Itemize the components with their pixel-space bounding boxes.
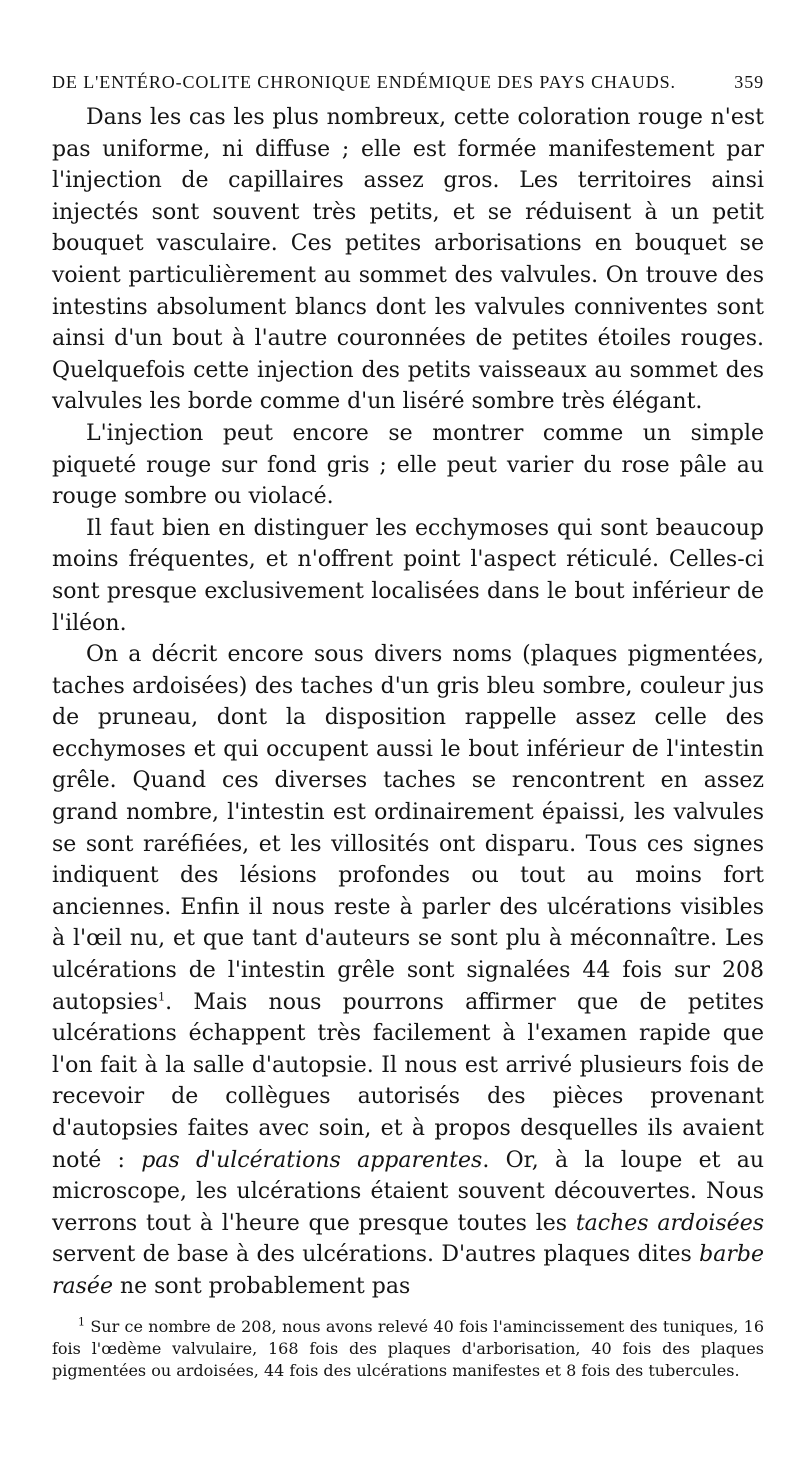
page-number: 359 (734, 72, 764, 92)
body-text (52, 102, 764, 1303)
paragraph-4-text-c: . Or, à la loupe et au microscope, les ulcérations étaient souvent découvertes. Nous verrons tout à l'heure que presque toutes les (52, 1147, 764, 1236)
paragraph-4-text-b: . Mais nous pourrons affirmer que de petites ulcérations échappent très facilement à l'examen rapide que l'on fait à la salle d'autopsie. Il nous est arrivé plusieurs fois de recevoir de collègues autorisés des pièces provenant d'autopsies faites avec soin, et à propos desquelles ils avaient noté : (52, 989, 764, 1173)
footnote-paragraph (52, 1316, 764, 1382)
footnote-mark: 1 (78, 1315, 85, 1329)
running-title: DE L'ENTÉRO-COLITE CHRONIQUE ENDÉMIQUE DES PAYS CHAUDS. (52, 72, 676, 92)
paragraph-1: Dans les cas les plus nombreux, cette coloration rouge n'est pas uniforme, ni diffuse ; elle est formée manifestement par l'injection de capillaires assez gros. Les territoires ainsi injectés sont souvent très petits, et se réduisent à un petit bouquet vasculaire. Ces petites arborisations en bouquet se voient particulièrement au sommet des valvules. On trouve des intestins absolument blancs dont les valvules conniventes sont ainsi d'un bout à l'autre couronnées de petites étoiles rouges. Quelquefois cette injection des petits vaisseaux au sommet des valvules les borde comme d'un liséré sombre très élégant. (52, 105, 764, 415)
footnote-reference: 1 (158, 990, 166, 1004)
paragraph-4 (52, 639, 764, 1302)
running-header (52, 70, 764, 94)
paragraph-2: L'injection peut encore se montrer comme un simple piqueté rouge sur fond gris ; elle peut varier du rose pâle au rouge sombre ou violacé. (52, 420, 764, 510)
paragraph-3: Il faut bien en distinguer les ecchymoses qui sont beaucoup moins fréquentes, et n'offrent point l'aspect réticulé. Celles-ci sont presque exclusivement localisées dans le bout inférieur de l'iléon. (52, 515, 764, 636)
page (52, 70, 764, 1303)
italic-phrase-taches-ardoisees: taches ardoisées (575, 1210, 764, 1236)
italic-phrase-barbe-rasee: barbe rasée (52, 1242, 764, 1299)
paragraph-4-text-a: On a décrit encore sous divers noms (plaques pigmentées, taches ardoisées) des taches d'un gris bleu sombre, couleur jus de pruneau, dont la disposition rappelle assez celle des ecchymoses et qui occupent aussi le bout inférieur de l'intestin grêle. Quand ces diverses taches se rencontrent en assez grand nombre, l'intestin est ordinairement épaissi, les valvules se sont raréfiées, et les villosités ont disparu. Tous ces signes indiquent des lésions profondes ou tout au moins fort anciennes. Enfin il nous reste à parler des ulcérations visibles à l'œil nu, et que tant d'auteurs se sont plu à méconnaître. Les ulcérations de l'intestin grêle sont signalées 44 fois sur 208 autopsies (52, 642, 764, 1015)
footnote-text: Sur ce nombre de 208, nous avons relevé 40 fois l'amincissement des tuniques, 16 fois l'œdème valvulaire, 168 fois des plaques d'arborisation, 40 fois des plaques pigmentées ou ardoisées, 44 fois des ulcérations manifestes et 8 fois des tubercules. (52, 1317, 765, 1380)
footnote (52, 1316, 764, 1382)
paragraph-4-text-d: servent de base à des ulcérations. D'autres plaques dites (52, 1242, 700, 1268)
italic-phrase-pas-d-ulcerations: pas d'ulcérations apparentes (141, 1147, 483, 1173)
paragraph-4-text-e: ne sont probablement pas (112, 1273, 411, 1299)
